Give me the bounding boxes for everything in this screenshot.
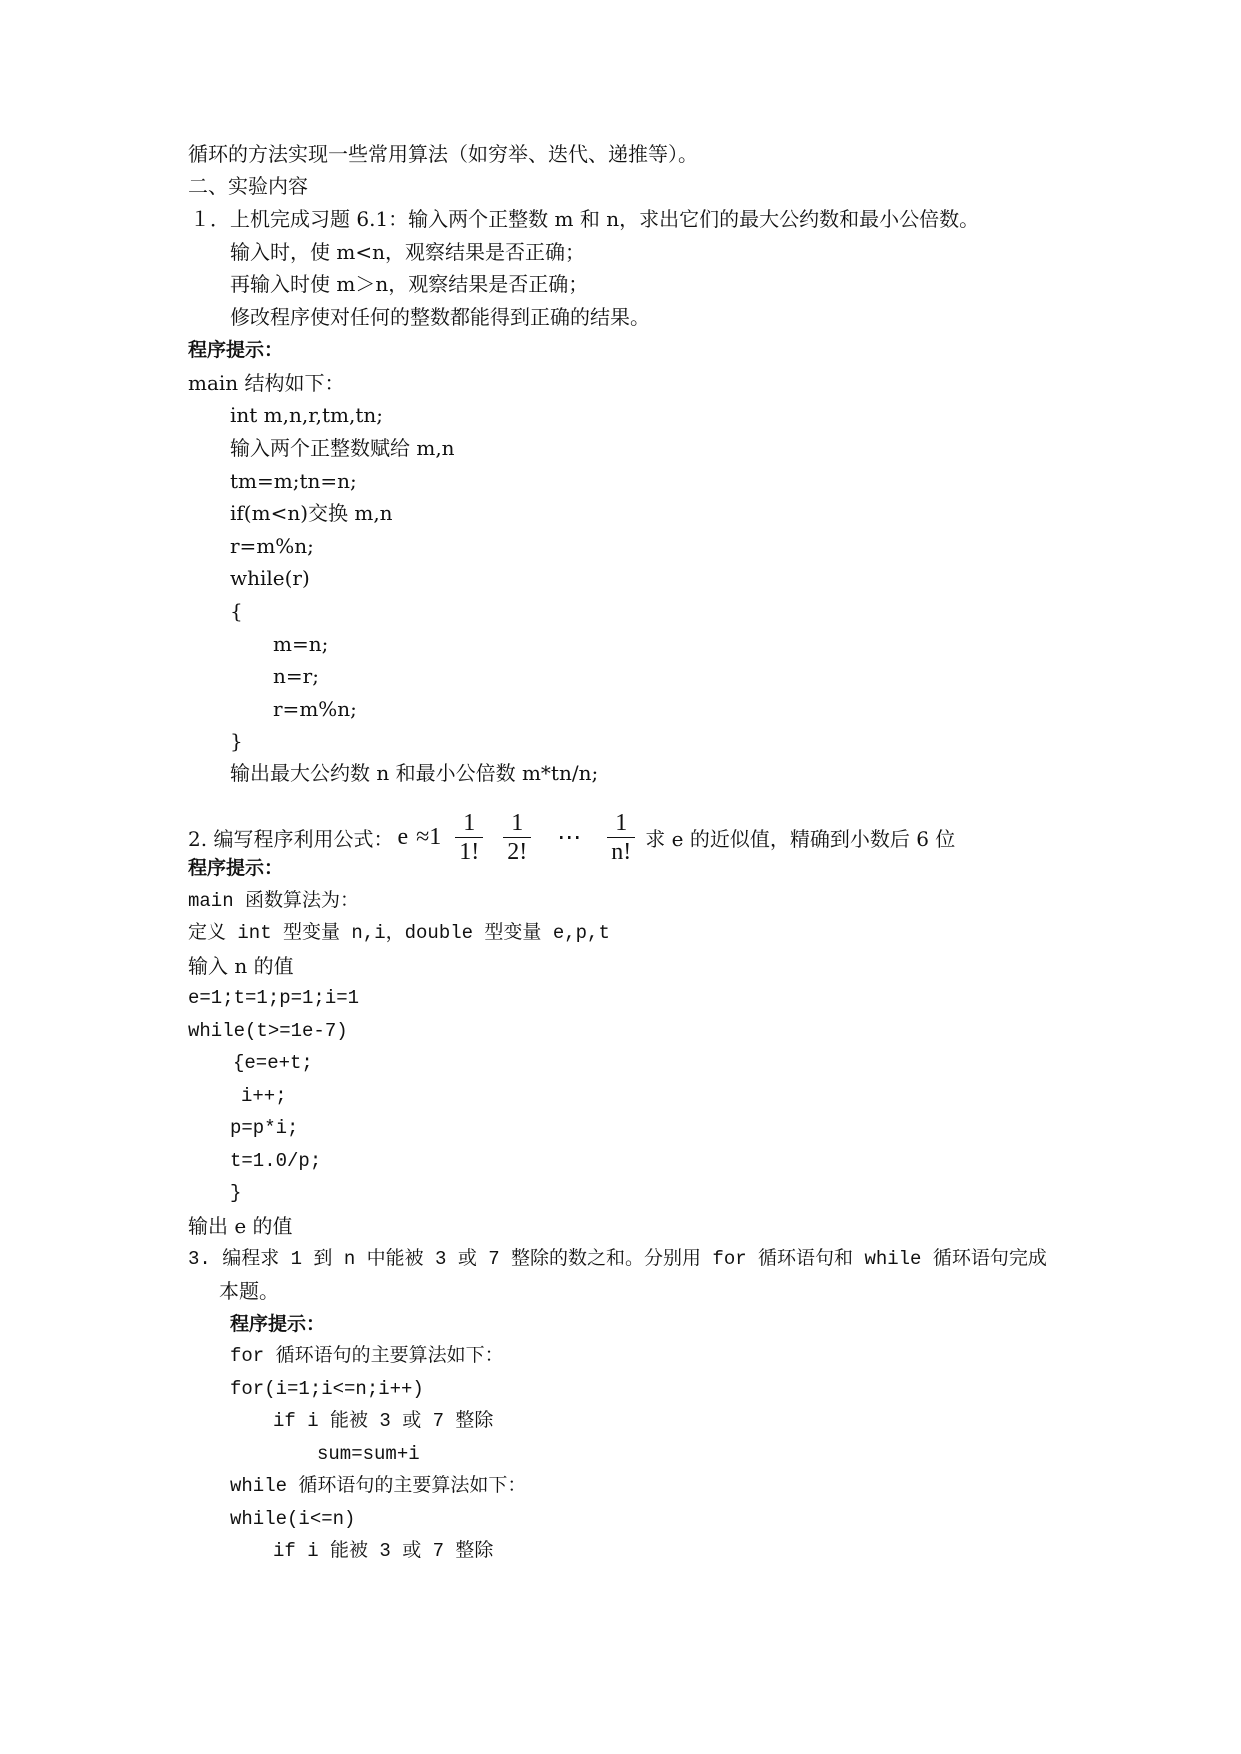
fraction-numerator: 1 xyxy=(463,809,476,836)
text-line: 修改程序使对任何的整数都能得到正确的结果。 xyxy=(230,305,650,329)
formula-fraction-2 xyxy=(503,809,531,866)
text-line: t=1.0/p; xyxy=(230,1150,322,1172)
text-line: i++; xyxy=(241,1085,287,1107)
text-line: 输出 e 的值 xyxy=(188,1214,293,1238)
text-line: 二、实验内容 xyxy=(188,174,308,198)
text-line: for(i=1;i<=n;i++) xyxy=(230,1378,424,1400)
formula-approx: ≈1 xyxy=(416,823,442,850)
text-line: p=p*i; xyxy=(230,1117,299,1139)
formula-lhs: e xyxy=(397,823,409,850)
text-line: main 函数算法为： xyxy=(188,890,360,912)
text-line: while(i<=n) xyxy=(230,1508,356,1530)
text-line: 本题。 xyxy=(219,1279,279,1303)
text-line: { xyxy=(230,599,243,623)
text-line: r=m%n; xyxy=(230,534,314,558)
section-heading: 程序提示： xyxy=(188,857,284,879)
fraction-denominator: n! xyxy=(611,838,632,865)
text-line: 输出最大公约数 n 和最小公倍数 m*tn/n; xyxy=(230,761,599,785)
text-line: while(r) xyxy=(230,566,310,590)
text-line: sum=sum+i xyxy=(317,1443,420,1465)
formula-fraction-last xyxy=(607,809,635,866)
text-line: 输入时，使 m<n，观察结果是否正确； xyxy=(230,240,585,264)
formula-ellipsis: ⋯ xyxy=(557,824,582,851)
text-line: while 循环语句的主要算法如下： xyxy=(230,1475,527,1497)
text-line: １．上机完成习题 6.1：输入两个正整数 m 和 n，求出它们的最大公约数和最小公倍数。 xyxy=(190,207,980,231)
text-line: n=r; xyxy=(273,664,319,688)
formula-fraction-1 xyxy=(455,809,483,866)
text-line: 定义 int 型变量 n,i，double 型变量 e,p,t xyxy=(188,922,610,944)
text-line: m=n; xyxy=(273,632,329,656)
text-line: 再输入时使 m＞n，观察结果是否正确； xyxy=(230,272,589,296)
text-line: 输入两个正整数赋给 m,n xyxy=(230,436,455,460)
text-line: 3. 编程求 1 到 n 中能被 3 或 7 整除的数之和。分别用 for 循环语句和 while 循环语句完成 xyxy=(188,1248,1047,1270)
text-line: } xyxy=(230,1182,242,1204)
text-line: 输入 n 的值 xyxy=(188,954,294,978)
text-line: r=m%n; xyxy=(273,697,357,721)
text-line: if i 能被 3 或 7 整除 xyxy=(273,1410,494,1432)
section-heading: 程序提示： xyxy=(230,1313,326,1335)
text-line: tm=m;tn=n; xyxy=(230,469,357,493)
text-line: 循环的方法实现一些常用算法（如穷举、迭代、递推等）。 xyxy=(188,142,698,166)
fraction-denominator: 1! xyxy=(459,838,480,865)
formula-line xyxy=(188,802,955,872)
text-line: for 循环语句的主要算法如下： xyxy=(230,1345,504,1367)
fraction-numerator: 1 xyxy=(511,809,524,836)
section-heading: 程序提示： xyxy=(188,339,284,361)
fraction-numerator: 1 xyxy=(615,809,628,836)
text-line: if(m<n)交换 m,n xyxy=(230,501,393,525)
fraction-denominator: 2! xyxy=(507,838,528,865)
text-line: if i 能被 3 或 7 整除 xyxy=(273,1540,494,1562)
text-line: int m,n,r,tm,tn; xyxy=(230,403,383,427)
text-line: e=1;t=1;p=1;i=1 xyxy=(188,987,360,1009)
text-line: main 结构如下： xyxy=(188,371,345,395)
text-line: } xyxy=(230,729,243,753)
text-line: while(t>=1e-7) xyxy=(188,1020,348,1042)
formula-suffix: 求 e 的近似值，精确到小数后 6 位 xyxy=(645,826,956,851)
formula-prefix: 2. 编写程序利用公式： xyxy=(188,826,394,851)
text-line: {e=e+t; xyxy=(233,1052,313,1074)
